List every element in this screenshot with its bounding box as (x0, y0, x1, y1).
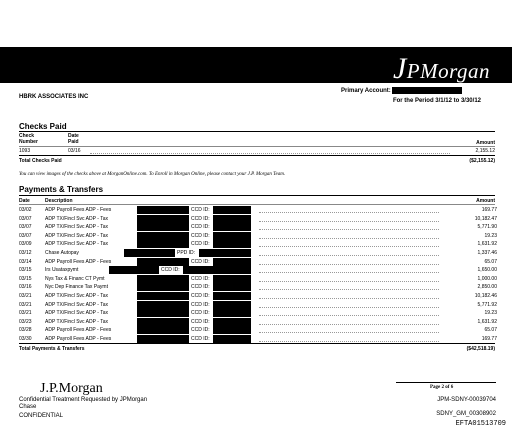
leader-dots (259, 255, 439, 256)
check-amount: 2,155.12 (475, 148, 495, 154)
company-name: HBRK ASSOCIATES INC (19, 94, 89, 100)
payment-amount: 19.23 (484, 232, 497, 239)
divider (19, 195, 495, 196)
payment-row (19, 335, 495, 343)
payment-amount: 169.77 (481, 207, 497, 213)
leader-dots (259, 298, 439, 299)
payment-date: 03/07 (19, 224, 32, 231)
account-info (341, 86, 481, 106)
leader-dots (259, 238, 439, 239)
leader-dots (259, 221, 439, 222)
payment-id-label: CCD ID: (191, 207, 210, 213)
redaction-block (213, 258, 251, 266)
page-number: Page 2 of 6 (430, 385, 454, 390)
redaction-block (213, 275, 251, 283)
col-amount: Amount (476, 198, 495, 204)
redaction-block (137, 215, 189, 223)
redaction-block (213, 240, 251, 248)
redaction-block (137, 326, 189, 334)
payment-id-label: CCD ID: (191, 275, 210, 282)
col-date-paid: Date Paid (68, 133, 79, 145)
redaction-block (124, 249, 175, 257)
payment-date: 03/16 (19, 284, 32, 291)
leader-dots (259, 315, 439, 316)
payment-row (19, 223, 495, 231)
redaction-block (199, 249, 251, 257)
divider (19, 204, 495, 205)
payment-description: ADP Payroll Fees ADP - Fees (45, 207, 112, 213)
payment-id-label: PPD ID: (177, 250, 196, 256)
redaction-block (213, 223, 251, 231)
redaction-block (213, 335, 251, 343)
leader-dots (259, 324, 439, 325)
payment-date: 03/30 (19, 336, 32, 342)
payment-amount: 10,182.46 (474, 293, 497, 299)
leader-dots (90, 153, 450, 154)
leader-dots (259, 212, 439, 213)
payment-id-label: CCD ID: (191, 310, 210, 317)
payment-row (19, 275, 495, 283)
redaction-block (213, 326, 251, 334)
redaction-block (137, 292, 189, 300)
payment-date: 03/07 (19, 232, 32, 239)
bates-ref-1: JPM-SDNY-00039704 (437, 397, 496, 403)
payment-date: 03/21 (19, 310, 32, 317)
footer-logo: J.P.Morgan (40, 381, 103, 396)
payment-amount: 1,337.46 (477, 250, 497, 256)
redaction-block (183, 266, 251, 274)
payment-id-label: CCD ID: (191, 293, 210, 299)
payment-id-label: CCD ID: (191, 258, 210, 265)
confidential-line-3: CONFIDENTIAL (19, 413, 64, 419)
payment-date: 03/14 (19, 258, 32, 265)
redaction-block (213, 206, 251, 214)
payment-id-label: CCD ID: (161, 267, 180, 274)
payment-description: Nys Tax & Financ CT Pymt (45, 275, 105, 282)
redaction-block (137, 232, 189, 240)
redaction-block (137, 318, 189, 326)
redaction-block (137, 335, 189, 343)
payment-amount: 1,000.00 (477, 275, 497, 282)
payment-row (19, 283, 495, 291)
check-number: 1093 (19, 148, 31, 154)
payment-amount: 65.07 (484, 327, 497, 334)
payments-total-label: Total Payments & Transfers (19, 346, 85, 352)
leader-dots (259, 281, 439, 282)
col-description: Description (45, 198, 73, 204)
leader-dots (259, 264, 439, 265)
payment-description: ADP TX/Fincl Svc ADP - Tax (45, 215, 108, 222)
payment-date: 03/07 (19, 215, 32, 222)
redaction-block (137, 240, 189, 248)
payment-id-label: CCD ID: (191, 232, 210, 239)
payment-row (19, 266, 495, 274)
leader-dots (259, 332, 439, 333)
payment-row (19, 292, 495, 300)
redaction-block (213, 283, 251, 291)
redaction-block (137, 223, 189, 231)
payment-row (19, 301, 495, 309)
payment-id-label: CCD ID: (191, 224, 210, 231)
payment-description: ADP TX/Fincl Svc ADP - Tax (45, 310, 108, 317)
payment-id-label: CCD ID: (191, 215, 210, 222)
payment-row (19, 258, 495, 266)
redaction-block (137, 309, 189, 317)
payment-date: 03/09 (19, 241, 32, 248)
confidential-line-2: Chase (19, 404, 37, 410)
payment-row (19, 309, 495, 317)
payment-row (19, 318, 495, 326)
redaction-block (213, 232, 251, 240)
checks-total-label: Total Checks Paid (19, 158, 62, 164)
payment-description: ADP Payroll Fees ADP - Fees (45, 258, 112, 265)
jpmorgan-logo: JPMorgan (392, 52, 490, 85)
redaction-block (137, 258, 189, 266)
checks-paid-title: Checks Paid (19, 122, 67, 131)
payment-date: 03/28 (19, 327, 32, 334)
payment-description: Irs Usataxpymt (45, 267, 79, 274)
payment-amount: 2,850.00 (477, 284, 497, 291)
payment-amount: 10,182.47 (474, 215, 497, 222)
redaction-block (213, 292, 251, 300)
leader-dots (259, 246, 439, 247)
payments-title: Payments & Transfers (19, 185, 104, 194)
payment-id-label: CCD ID: (191, 241, 210, 248)
primary-account-label: Primary Account: (341, 88, 391, 94)
payment-id-label: CCD ID: (191, 284, 210, 291)
efta-number: EFTA01513709 (455, 420, 506, 428)
payment-date: 03/12 (19, 250, 32, 256)
payment-amount: 1,631.92 (477, 318, 497, 325)
payment-description: Nyc Dep Finance Tax Paymt (45, 284, 108, 291)
redaction-block (137, 275, 189, 283)
col-check-number: Check Number (19, 133, 38, 145)
payment-date: 03/21 (19, 293, 32, 299)
redaction-block (213, 215, 251, 223)
payment-description: ADP TX/Fincl Svc ADP - Tax (45, 241, 108, 248)
payment-description: ADP TX/Fincl Svc ADP - Tax (45, 232, 108, 239)
payment-description: Chase Autopay (45, 250, 79, 256)
payment-description: ADP TX/Fincl Svc ADP - Tax (45, 318, 108, 325)
payment-description: ADP Payroll Fees ADP - Fees (45, 327, 112, 334)
payment-date: 03/23 (19, 318, 32, 325)
checks-total-amount: ($2,155.12) (469, 158, 495, 164)
payment-amount: 65.07 (484, 258, 497, 265)
divider (19, 343, 495, 344)
payment-row (19, 326, 495, 334)
payment-amount: 1,631.92 (477, 241, 497, 248)
leader-dots (259, 289, 439, 290)
leader-dots (259, 272, 439, 273)
payment-amount: 169.77 (481, 336, 497, 342)
payment-id-label: CCD ID: (191, 301, 210, 308)
redaction-block (109, 266, 159, 274)
leader-dots (259, 341, 439, 342)
payment-row (19, 240, 495, 248)
check-date: 03/16 (68, 148, 81, 154)
payment-date: 03/15 (19, 275, 32, 282)
bates-ref-2: SDNY_GM_00308902 (436, 411, 496, 417)
footer-rule (396, 382, 496, 383)
leader-dots (259, 229, 439, 230)
payment-row (19, 215, 495, 223)
leader-dots (259, 307, 439, 308)
divider (19, 131, 495, 132)
divider (19, 155, 495, 156)
payment-id-label: CCD ID: (191, 336, 210, 342)
redaction-block (137, 301, 189, 309)
payment-row (19, 232, 495, 240)
payments-total-amount: ($42,518.19) (466, 346, 495, 352)
payment-amount: 19.23 (484, 310, 497, 317)
payment-amount: 5,771.92 (477, 301, 497, 308)
redaction-block (213, 301, 251, 309)
payment-id-label: CCD ID: (191, 327, 210, 334)
payment-date: 03/02 (19, 207, 32, 213)
redaction-block (137, 206, 189, 214)
divider (19, 146, 495, 147)
redaction-block (213, 309, 251, 317)
payment-amount: 5,771.90 (477, 224, 497, 231)
redaction-block (213, 318, 251, 326)
payment-description: ADP TX/Fincl Svc ADP - Tax (45, 224, 108, 231)
payment-row (19, 249, 495, 257)
col-amount: Amount (476, 140, 495, 146)
statement-period: For the Period 3/1/12 to 3/30/12 (392, 98, 481, 104)
online-note: You can view images of the checks above at MorganOnline.com. To Enroll in Morgan Online, please contact your J.P. Morgan Team. (19, 172, 286, 177)
payment-id-label: CCD ID: (191, 318, 210, 325)
payment-amount: 1,650.00 (477, 267, 497, 274)
payment-date: 03/15 (19, 267, 32, 274)
payment-row (19, 206, 495, 214)
redaction-block (137, 283, 189, 291)
payment-date: 03/21 (19, 301, 32, 308)
payment-description: ADP TX/Fincl Svc ADP - Tax (45, 301, 108, 308)
confidential-line-1: Confidential Treatment Requested by JPMorgan (19, 397, 148, 403)
payment-description: ADP Payroll Fees ADP - Fees (45, 336, 112, 342)
col-date: Date (19, 198, 30, 204)
redaction-block (392, 87, 462, 94)
payment-description: ADP TX/Fincl Svc ADP - Tax (45, 293, 108, 299)
